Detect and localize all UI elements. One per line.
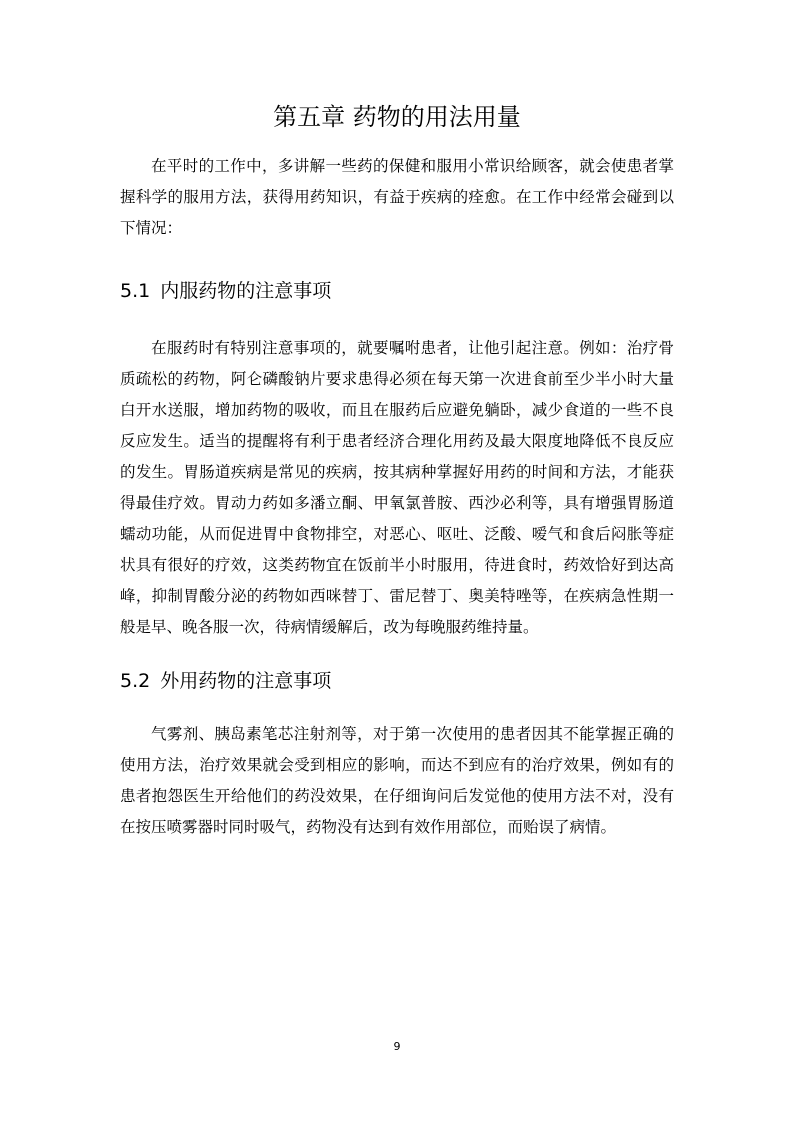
section-title: 内服药物的注意事项 (160, 280, 332, 302)
section-5-2-paragraph: 气雾剂、胰岛素笔芯注射剂等，对于第一次使用的患者因其不能掌握正确的使用方法，治疗效果就会受到相应的影响，而达不到应有的治疗效果，例如有的患者抱怨医生开给他们的药没效果，在仔细询问后发觉他的使用方法不对，没有在按压喷雾器时同时吸气，药物没有达到有效作用部位，而贻误了病情。 (120, 725, 674, 836)
chapter-title: 第五章 药物的用法用量 (273, 103, 521, 131)
intro-paragraph: 在平时的工作中，多讲解一些药的保健和服用小常识给顾客，就会使患者掌握科学的服用方法，获得用药知识，有益于疾病的痊愈。在工作中经常会碰到以下情况： (120, 157, 674, 237)
section-heading-5-1 (120, 278, 331, 304)
page-number: 9 (393, 1040, 401, 1053)
section-5-1-paragraph: 在服药时有特别注意事项的，就要嘱咐患者，让他引起注意。例如：治疗骨质疏松的药物，阿仑磷酸钠片要求患得必须在每天第一次进食前至少半小时大量白开水送服，增加药物的吸收，而且在服药后应避免躺卧，减少食道的一些不良反应发生。适当的提醒将有利于患者经济合理化用药及最大限度地降低不良反应的发生。胃肠道疾病是常见的疾病，按其病种掌握好用药的时间和方法，才能获得最佳疗效。胃动力药如多潘立酮、甲氧氯普胺、西沙必利等，具有增强胃肠道蠕动功能，从而促进胃中食物排空，对恶心、呕吐、泛酸、嗳气和食后闷胀等症状具有很好的疗效，这类药物宜在饭前半小时服用，待进食时，药效恰好到达高峰，抑制胃酸分泌的药物如西咪替丁、雷尼替丁、奥美特唑等，在疾病急性期一般是早、晚各服一次，待病情缓解后，改为每晚服药维持量。 (120, 339, 674, 636)
section-heading-5-2 (120, 668, 331, 694)
section-number: 5.2 (120, 670, 151, 692)
section-number: 5.1 (120, 280, 151, 302)
section-title: 外用药物的注意事项 (160, 670, 332, 692)
